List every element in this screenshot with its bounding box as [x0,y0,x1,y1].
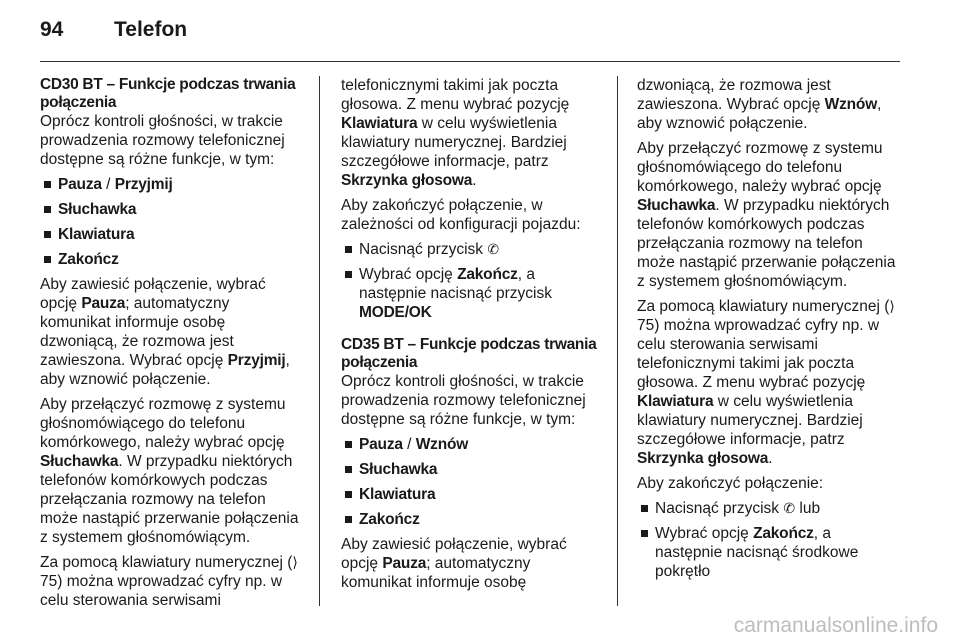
paragraph [637,474,899,493]
term: Pauza [58,176,102,193]
paragraph [341,76,603,190]
text: Aby zakończyć połączenie, w zależności od konfiguracji pojazdu: [341,197,581,233]
text: . [768,450,773,467]
paragraph [637,76,899,133]
term: Pauza [359,436,403,453]
list-item [341,240,603,259]
term: Klawiatura [637,393,714,410]
text: Za pomocą klawiatury numerycznej ( [637,298,890,315]
list-item [637,524,899,581]
header-divider [40,61,900,62]
page-number: 94 [40,18,64,41]
list-item [341,460,603,479]
text: dzwoniącą, że rozmowa jest zawieszona. Wybrać opcję [637,77,831,113]
term: MODE/OK [359,304,432,321]
column-3 [637,76,899,587]
paragraph [40,553,302,610]
text: Aby zawiesić połączenie, wybrać opcję [40,276,266,312]
text: / [402,436,416,453]
text: Aby zawiesić połączenie, wybrać opcję [341,536,567,572]
paragraph [341,196,603,234]
text: . [472,172,477,189]
page-title: Telefon [114,18,188,41]
column-divider [319,76,320,606]
paragraph [637,297,899,468]
text: Aby zakończyć połączenie: [637,475,824,492]
paragraph [341,535,603,592]
paragraph [40,395,302,547]
term: Przyjmij [114,176,173,193]
text: , a następnie nacisnąć przycisk [359,266,552,302]
text: , aby wznowić połączenie. [40,352,290,388]
text: w celu wyświetlenia klawiatury numerycznej. Bardziej szczegółowe informacje, patrz [341,115,567,170]
paragraph [40,112,302,169]
text: Nacisnąć przycisk [655,500,784,517]
text: Oprócz kontroli głośności, w trakcie prowadzenia rozmowy telefonicznej dostępne są różne funkcje, w tym: [341,373,586,428]
section-title-cd35: CD35 BT – Funkcje podczas trwania połączenia [341,336,597,371]
term: Pauza [382,555,427,572]
page-reference-icon: ⟩ [292,554,298,570]
text: telefonicznymi takimi jak poczta głosowa. Z menu wybrać pozycję [341,77,570,113]
text: . W przypadku niektórych telefonów komórkowych podczas przełączania rozmowy na telefon może nastąpić przerwanie połączenia z systemem głośnomówiącym. [40,453,299,546]
text: Aby przełączyć rozmowę z systemu głośnomówiącego do telefonu komórkowego, należy wybrać opcję [637,140,883,195]
list-item [637,499,899,518]
text: w celu wyświetlenia klawiatury numerycznej. Bardziej szczegółowe informacje, patrz [637,393,863,448]
text: ; automatyczny komunikat informuje osobę dzwoniącą, że rozmowa jest zawieszona. Wybrać opcję [40,295,234,369]
list-item [40,250,302,269]
text: Nacisnąć przycisk [359,241,488,258]
text: , aby wznowić połączenie. [637,96,882,132]
phone-hangup-icon: ✆ [487,241,500,257]
text: Aby przełączyć rozmowę z systemu głośnomówiącego do telefonu komórkowego, należy wybrać opcję [40,396,286,451]
text: . W przypadku niektórych telefonów komórkowych podczas przełączania rozmowy na telefon może nastąpić przerwanie połączenia z systemem głośnomówiącym. [637,197,896,290]
term: Zakończ [58,251,119,268]
text: Wybrać opcję [655,525,754,542]
term: Słuchawka [359,461,438,478]
text: 75) można wprowadzać cyfry np. w celu sterowania serwisami [40,573,283,609]
paragraph [40,275,302,389]
list-item [40,225,302,244]
term: Zakończ [359,511,420,528]
term: Zakończ [457,266,518,283]
text: 75) można wprowadzać cyfry np. w celu sterowania serwisami telefonicznymi takimi jak poczta głosowa. Z menu wybrać pozycję [637,317,880,391]
text: Za pomocą klawiatury numerycznej ( [40,554,293,571]
list-item [341,510,603,529]
watermark: carmanualsonline.info [733,614,938,637]
list-item [40,200,302,219]
page-reference-icon: ⟩ [889,298,895,314]
column-2 [341,76,603,592]
term: Pauza [81,295,126,312]
term: Skrzynka głosowa [341,172,473,189]
term: Klawiatura [341,115,418,132]
text: Oprócz kontroli głośności, w trakcie prowadzenia rozmowy telefonicznej dostępne są różne funkcje, w tym: [40,113,285,168]
term: Klawiatura [359,486,436,503]
text: / [101,176,115,193]
text: Wybrać opcję [359,266,458,283]
term: Wznów [824,96,878,113]
list-item [341,265,603,322]
text: , a następnie nacisnąć środkowe pokrętło [655,525,859,580]
list-item [341,485,603,504]
list-item [341,435,603,454]
text: lub [795,500,821,517]
term: Słuchawka [40,453,119,470]
term: Klawiatura [58,226,135,243]
text: ; automatyczny komunikat informuje osobę [341,555,531,591]
section-title-cd30: CD30 BT – Funkcje podczas trwania połączenia [40,76,296,111]
term: Słuchawka [637,197,716,214]
paragraph [637,139,899,291]
term: Zakończ [753,525,814,542]
phone-hangup-icon: ✆ [783,500,796,516]
term: Słuchawka [58,201,137,218]
column-divider [617,76,618,606]
paragraph [341,372,603,429]
term: Wznów [415,436,469,453]
list-item [40,175,302,194]
column-1 [40,76,302,610]
page-header [40,18,187,48]
term: Przyjmij [227,352,286,369]
term: Skrzynka głosowa [637,450,769,467]
